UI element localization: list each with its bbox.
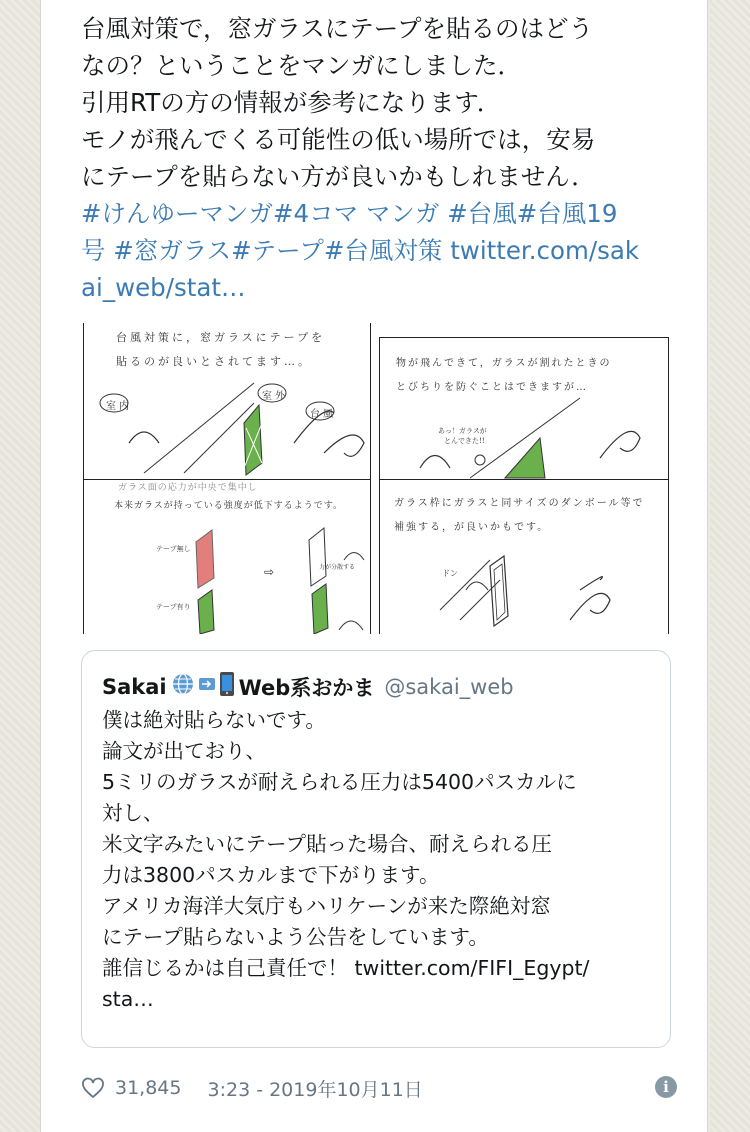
panel-3-caption: ガラス面の応力が中央で集中し bbox=[118, 483, 258, 493]
panel-4-label: ドン bbox=[442, 569, 458, 578]
like-count: 31,845 bbox=[115, 1077, 182, 1099]
panel-4-caption: 補強する，が良いかもです。 bbox=[394, 522, 550, 533]
info-icon[interactable]: i bbox=[655, 1076, 677, 1098]
manga-panel-4 bbox=[379, 479, 669, 634]
quoted-tweet[interactable] bbox=[81, 650, 671, 1048]
quoted-tweet-header bbox=[102, 671, 514, 702]
tweet-line: 引用RTの方の情報が参考になります． bbox=[81, 88, 502, 117]
manga-panel-3 bbox=[83, 479, 371, 634]
quote-line: 5ミリのガラスが耐えられる圧力は5400パスカルに bbox=[102, 770, 577, 794]
panel-1-label: 台風 bbox=[310, 409, 336, 420]
quoted-author-name-suffix: Web系おかま bbox=[238, 675, 375, 700]
quote-line: 論文が出ており、 bbox=[102, 739, 266, 763]
tweet-timestamp[interactable]: 3:23 - 2019年10月11日 bbox=[207, 1078, 423, 1101]
panel-3-label: テープ無し bbox=[156, 545, 191, 553]
manga-panel-2 bbox=[379, 337, 669, 481]
tweet-text bbox=[81, 10, 671, 306]
panel-1-drawing bbox=[84, 323, 370, 479]
panel-3-label: 力が分散する bbox=[319, 564, 356, 571]
page-frame-left bbox=[0, 0, 40, 1132]
quote-line: 米文字みたいにテープ貼った場合、耐えられる圧 bbox=[102, 832, 552, 856]
heart-icon[interactable] bbox=[81, 1076, 105, 1100]
tweet-line: モノが飛んでくる可能性の低い場所では，安易 bbox=[81, 125, 596, 154]
panel-2-caption: 物が飛んできて，ガラスが割れたときの bbox=[396, 358, 612, 369]
globe-icon bbox=[171, 672, 195, 701]
url-link-line[interactable]: ai_web/stat… bbox=[81, 273, 246, 302]
quote-line: 僕は絶対貼らないです。 bbox=[102, 708, 326, 732]
quote-line: sta… bbox=[102, 987, 154, 1011]
panel-2-drawing bbox=[380, 338, 668, 480]
mobile-phone-icon bbox=[219, 671, 235, 702]
panel-4-caption: ガラス枠にガラスと同サイズのダンボール等で bbox=[394, 498, 645, 509]
quoted-author-handle[interactable]: @sakai_web bbox=[384, 674, 514, 699]
quote-line: 対し、 bbox=[102, 801, 164, 825]
panel-1-caption: 台風対策に，窓ガラスにテープを bbox=[116, 331, 326, 344]
page-frame-right bbox=[710, 0, 750, 1132]
quoted-author-name[interactable]: Sakai bbox=[102, 674, 167, 699]
tweet-line: にテープを貼らない方が良いかもしれません． bbox=[81, 162, 596, 191]
panel-1-label: 室外 bbox=[262, 391, 288, 402]
panel-1-caption: 貼るのが良いとされてます…。 bbox=[116, 355, 312, 368]
manga-image[interactable] bbox=[83, 323, 673, 633]
hashtag-link-line[interactable]: #けんゆーマンガ#4コマ マンガ #台風#台風19 bbox=[81, 199, 618, 228]
tweet-card bbox=[40, 0, 708, 1132]
hashtag-link-line[interactable]: 号 #窓ガラス#テープ#台風対策 twitter.com/sak bbox=[81, 236, 640, 265]
quote-line: 力は3800パスカルまで下がります。 bbox=[102, 863, 440, 887]
panel-3-label: テープ有り bbox=[156, 603, 191, 611]
manga-panel-1 bbox=[83, 323, 371, 480]
quote-line: アメリカ海洋大気庁もハリケーンが来た際絶対窓 bbox=[102, 894, 551, 918]
panel-3-caption: 本来ガラスが持っている強度が低下するようです。 bbox=[114, 501, 344, 511]
tweet-footer bbox=[81, 1070, 671, 1106]
quoted-tweet-text bbox=[102, 705, 652, 1015]
tweet-line: 台風対策で，窓ガラスにテープを貼るのはどう bbox=[81, 14, 594, 43]
panel-1-label: 室内 bbox=[106, 401, 132, 412]
quote-line: 誰信じるかは自己責任で！ twitter.com/FIFI_Egypt/ bbox=[102, 956, 590, 980]
panel-4-drawing bbox=[380, 480, 668, 634]
quote-line: にテープ貼らないよう公告をしています。 bbox=[102, 925, 489, 949]
tweet-line: なの？ということをマンガにしました． bbox=[81, 51, 522, 80]
panel-2-label: あっ！ガラスが bbox=[438, 427, 487, 435]
svg-text:⇨: ⇨ bbox=[264, 565, 275, 579]
panel-3-drawing bbox=[84, 480, 370, 634]
panel-2-label: とんできた!! bbox=[444, 437, 485, 445]
arrow-right-icon bbox=[199, 674, 215, 699]
panel-2-caption: とびちりを防ぐことはできますが… bbox=[396, 382, 588, 393]
